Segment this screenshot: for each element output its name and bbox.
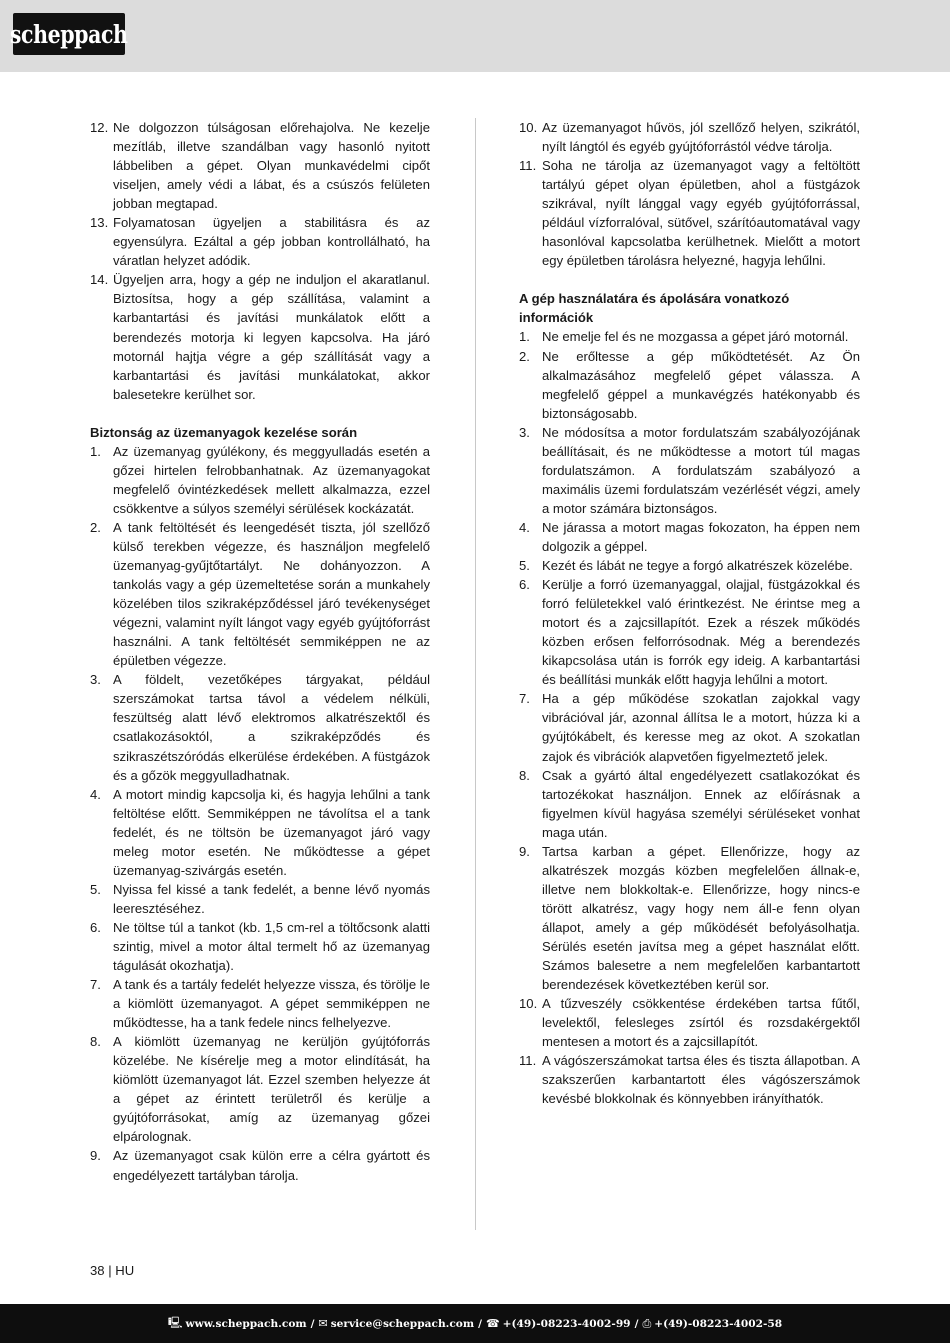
list-item xyxy=(90,118,430,213)
list-item xyxy=(519,156,860,270)
contact-bar xyxy=(0,1304,950,1343)
list-item-number: 14. xyxy=(90,272,109,288)
list-item xyxy=(90,442,430,518)
list-item-text: Folyamatosan ügyeljen a stabilitásra és az egyensúlyra. Ezáltal a gép jobban kontrollálható, ha váratlan helyzet adódik. xyxy=(113,215,430,269)
list-item-text: A vágószerszámokat tartsa éles és tiszta állapotban. A szakszerűen karbantartott éles vágószerszámok kevésbé blokkolnak és könnyebben irányíthatók. xyxy=(542,1053,860,1107)
list-item-text: Tartsa karban a gépet. Ellenőrizze, hogy az alkatrészek mozgás közben megfelelően állnak-e, illetve nem blokkoltak-e. Ellenőrizze, hogy nincs-e törött alkatrész, vagy hogy nem áll-e fenn olyan állapot, amely a gép működését befolyásolhatja. Sérülés esetén javítsa meg a gépet használat előtt. Számos balesetre a nem megfelelően karbantartott berendezések következtében kerül sor. xyxy=(542,843,860,993)
email-link[interactable]: service@scheppach.com xyxy=(330,1317,475,1330)
list-item-number: 5. xyxy=(90,881,101,897)
list-item xyxy=(90,1146,430,1184)
list-item xyxy=(519,327,860,346)
fuel-storage-list xyxy=(519,118,860,270)
list-item xyxy=(90,785,430,880)
list-item xyxy=(519,575,860,689)
list-item xyxy=(519,118,860,156)
list-item-text: Ne erőltesse a gép működtetését. Az Ön alkalmazásához megfelelő gépet válassza. A megfelelő géppel a munkavégzés hatékonyabb és biztonságosabb. xyxy=(542,348,860,421)
list-item-number: 6. xyxy=(90,919,101,935)
list-item xyxy=(519,423,860,518)
list-item-number: 8. xyxy=(519,767,530,783)
list-item-number: 1. xyxy=(90,443,101,459)
list-item-text: Ügyeljen arra, hogy a gép ne induljon el akaratlanul. Biztosítsa, hogy a gép szállítása, valamint a karbantartási és javítási munkálatok előtt a berendezés motorja ki legyen kapcsolva. Ha járó motornál hajtja végre a gép szállítását vagy a karbantartási és javítási munkálatokat, akkor balesetekre kerülhet sor. xyxy=(113,272,430,402)
list-item xyxy=(519,518,860,556)
list-item-number: 11. xyxy=(519,158,537,174)
list-item-number: 9. xyxy=(90,1148,101,1164)
list-item-number: 2. xyxy=(519,348,530,364)
list-item xyxy=(90,880,430,918)
machine-use-heading: A gép használatára és ápolására vonatkozó információk xyxy=(519,291,790,326)
list-item-text: Nyissa fel kissé a tank fedelét, a benne lévő nyomás leeresztéséhez. xyxy=(113,881,430,916)
list-item xyxy=(519,842,860,994)
list-item xyxy=(519,556,860,575)
list-item-text: A tank és a tartály fedelét helyezze vissza, és törölje le a kiömlött üzemanyagot. A gépet semmiképpen ne működtesse, ha a tank fedele nincs felhelyezve. xyxy=(113,977,430,1031)
separator: / xyxy=(634,1317,639,1330)
list-item-number: 9. xyxy=(519,843,530,859)
fuel-safety-heading: Biztonság az üzemanyagok kezelése során xyxy=(90,424,358,440)
list-item-text: A motort mindig kapcsolja ki, és hagyja lehűlni a tank feltöltése előtt. Semmiképpen ne távolítsa el a tank fedelét, és ne töltsön be üzemanyagot járó vagy meleg motor esetén. Ne működtesse a gépet üzemanyag-szivárgás esetén. xyxy=(113,786,430,878)
list-item-text: A földelt, vezetőképes tárgyakat, például szerszámokat tartsa távol a védelem nélküli, feszültség alatt lévő elektromos alkatrészektől és csatlakozásoktól, a szikraképződés és szikraszétszóródás elkerülése érdekében. A füstgázok és a gőzök meggyulladhatnak. xyxy=(113,672,430,783)
list-item-number: 8. xyxy=(90,1034,101,1050)
header-band xyxy=(0,0,950,72)
list-item-number: 6. xyxy=(519,577,530,593)
left-column xyxy=(90,118,430,1185)
list-item xyxy=(90,918,430,975)
fax-icon: ⎙ xyxy=(642,1316,652,1330)
list-item-text: A tank feltöltését és leengedését tiszta, jól szellőző külső terekben végezze, és használjon megfelelő üzemanyag-gyűjtőtartályt. Ne dohányozzon. A tankolás vagy a gép üzemeltetése során a munkahely közelében tilos szikraképződéssel járó tevékenységet végezni, valamint nyílt lángot vagy egyéb gyújtóforrást használni. A tank feltöltését semmiképpen ne az épületben végezze. xyxy=(113,519,430,669)
list-item xyxy=(519,689,860,765)
logo-text: scheppach xyxy=(10,19,128,49)
list-item-number: 11. xyxy=(519,1053,537,1069)
list-item-text: Az üzemanyagot csak külön erre a célra gyártott és engedélyezett tartályban tárolja. xyxy=(113,1148,430,1183)
list-item-number: 2. xyxy=(90,519,101,535)
list-item xyxy=(519,994,860,1051)
list-item-number: 4. xyxy=(519,519,530,535)
list-item-number: 1. xyxy=(519,329,530,345)
list-item-number: 10. xyxy=(519,996,538,1012)
list-item-text: A kiömlött üzemanyag ne kerüljön gyújtóforrás közelébe. Ne kísérelje meg a motor elindítását, ha kiömlött üzemanyagot lát. Ezzel szemben helyezze át a gépet az érintett területről és kerülje a gyújtóforrásokat, amíg az üzemanyag gőzei elpárolognak. xyxy=(113,1034,430,1145)
machine-use-list xyxy=(519,327,860,1108)
list-item xyxy=(90,518,430,670)
brand-logo xyxy=(10,13,128,55)
list-item-text: Csak a gyártó által engedélyezett csatlakozókat és tartozékokat használjon. Ennek az előírásnak a figyelmen kívül hagyása személyi sérüléseket vonhat maga után. xyxy=(542,767,860,840)
list-item xyxy=(90,270,430,403)
list-item xyxy=(519,347,860,423)
computer-icon: 🖳 xyxy=(167,1316,183,1329)
phone-icon: ☎ xyxy=(485,1317,500,1330)
separator: / xyxy=(478,1317,482,1330)
left-safety-list xyxy=(90,118,430,404)
list-item xyxy=(90,1032,430,1146)
list-item-text: Ne járassa a motort magas fokozaton, ha éppen nem dolgozik a géppel. xyxy=(542,519,860,554)
list-item-number: 5. xyxy=(519,558,530,574)
list-item-number: 3. xyxy=(519,424,530,440)
list-item-number: 12. xyxy=(90,120,109,135)
list-item-text: Az üzemanyagot hűvös, jól szellőző helyen, szikrától, nyílt lángtól és egyéb gyújtóforrástól védve tárolja. xyxy=(542,120,860,155)
list-item-text: A tűzveszély csökkentése érdekében tartsa fűtől, levelektől, felesleges zsírtól és rozsdakérgektől mentesen a motort és a zajcsillapítót. xyxy=(542,996,860,1050)
list-item-text: Kezét és lábát ne tegye a forgó alkatrészek közelébe. xyxy=(542,558,853,574)
list-item-number: 4. xyxy=(90,786,101,802)
list-item xyxy=(90,213,430,270)
column-divider xyxy=(475,118,476,1230)
right-column xyxy=(519,118,860,1108)
list-item-number: 10. xyxy=(519,120,538,135)
website-link[interactable]: www.scheppach.com xyxy=(185,1317,307,1330)
list-item-text: Soha ne tárolja az üzemanyagot vagy a feltöltött tartályú gépet olyan épületben, ahol a füstgázok szikrával, nyílt lánggal vagy egyéb gyújtóforrással, például vízforralóval, sütővel, szárítóautomatával vagy hasonlóval kapcsolatba kerülhetnek. Mielőtt a motort egy épületben tárolásra helyezné, hagyja lehűlni. xyxy=(542,158,860,269)
list-item-text: Az üzemanyag gyúlékony, és meggyulladás esetén a gőzei hirtelen felrobbanhatnak. Az üzemanyagokat megfelelő óvintézkedések mellett alkalmazza, ezzel csökkentve a súlyos személyi sérülések kockázatát. xyxy=(113,443,430,516)
page-number: 38 | HU xyxy=(90,1263,135,1278)
separator: / xyxy=(310,1317,315,1330)
fax-number: +(49)-08223-4002-58 xyxy=(654,1317,783,1330)
fuel-safety-list xyxy=(90,442,430,1185)
list-item-text: Ne emelje fel és ne mozgassa a gépet járó motornál. xyxy=(542,329,849,345)
list-item-text: Ha a gép működése szokatlan zajokkal vagy vibrációval jár, azonnal állítsa le a motort, húzza ki a gyújtókábelt, és keresse meg az okot. A szokatlan zajok és vibrációk alapvetően figyelmeztető jelek. xyxy=(542,691,860,764)
list-item xyxy=(519,1051,860,1108)
list-item-number: 7. xyxy=(90,977,101,993)
list-item xyxy=(519,766,860,842)
mail-icon: ✉ xyxy=(318,1317,328,1330)
list-item-number: 7. xyxy=(519,691,530,707)
list-item-text: Kerülje a forró üzemanyaggal, olajjal, füstgázokkal és forró felületekkel való érintkezést. Ne érintse meg a motort és a zajcsillapítót. Ezek a részek működés közben erősen felforrósodnak. Még a berendezés kikapcsolása után is forrók egy ideig. A karbantartási és beállítási munkák előtt hagyja lehűlni a motort. xyxy=(542,577,860,688)
list-item xyxy=(90,975,430,1032)
list-item-text: Ne töltse túl a tankot (kb. 1,5 cm-rel a töltőcsonk alatti szintig, mivel a motor által termelt hő az üzemanyag tágulását okozhatja). xyxy=(113,919,430,974)
list-item-text: Ne módosítsa a motor fordulatszám szabályozójának beállításait, és ne működtesse a motort túl magas fordulatszámon. A fordulatszám szabályozó a maximális üzemi fordulatszám vezérlését végzi, amely a motor számára biztonságos. xyxy=(542,424,860,516)
phone-number: +(49)-08223-4002-99 xyxy=(502,1317,631,1330)
list-item xyxy=(90,670,430,784)
list-item-number: 13. xyxy=(90,215,109,231)
list-item-text: Ne dolgozzon túlságosan előrehajolva. Ne kezelje mezítláb, illetve szandálban vagy hasonló nyitott lábbeliben a gépet. Olyan munkavédelmi cipőt viseljen, amely védi a lábat, és a csúszós felületen jobban megtapad. xyxy=(113,120,430,212)
list-item-number: 3. xyxy=(90,672,101,688)
